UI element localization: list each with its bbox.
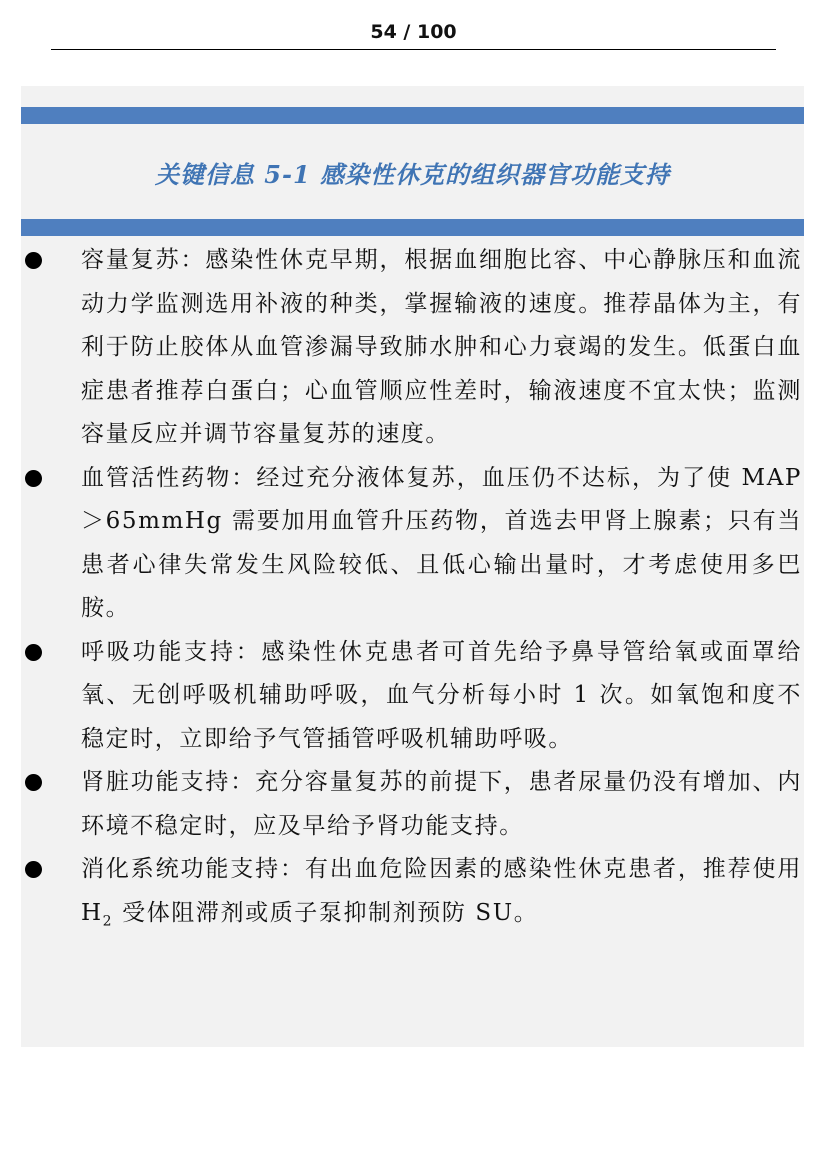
- bullet-list: [21, 239, 804, 935]
- key-info-box: [21, 86, 804, 1047]
- bullet-dot-icon: [25, 861, 42, 878]
- box-title: 关键信息 5-1 感染性休克的组织器官功能支持: [154, 160, 671, 189]
- subscript-2: 2: [102, 913, 114, 930]
- title-bar-bottom: [21, 219, 804, 236]
- bullet-item-volume-resuscitation: [21, 239, 804, 457]
- bullet-dot-icon: [25, 644, 42, 661]
- bullet-item-respiratory-support: [21, 631, 804, 762]
- bullet-item-renal-support: [21, 761, 804, 848]
- bullet-text: 血管活性药物：经过充分液体复苏，血压仍不达标，为了使 MAP＞65mmHg 需要加用血管升压药物，首选去甲肾上腺素；只有当患者心律失常发生风险较低、且低心输出量时，才考虑使用多巴胺。: [81, 464, 802, 621]
- bullet-text-after: 受体阻滞剂或质子泵抑制剂预防 SU。: [113, 899, 539, 926]
- bullet-dot-icon: [25, 252, 42, 269]
- bullet-dot-icon: [25, 774, 42, 791]
- bullet-item-digestive-support: [21, 848, 804, 935]
- page-number: 54 / 100: [370, 21, 457, 43]
- bullet-text: [81, 848, 802, 935]
- bullet-text: 肾脏功能支持：充分容量复苏的前提下，患者尿量仍没有增加、内环境不稳定时，应及早给予肾功能支持。: [81, 769, 802, 839]
- bullet-text: 容量复苏：感染性休克早期，根据血细胞比容、中心静脉压和血流动力学监测选用补液的种类，掌握输液的速度。推荐晶体为主，有利于防止胶体从血管渗漏导致肺水肿和心力衰竭的发生。低蛋白血症患者推荐白蛋白；心血管顺应性差时，输液速度不宜太快；监测容量反应并调节容量复苏的速度。: [81, 247, 802, 447]
- bullet-dot-icon: [25, 470, 42, 487]
- bullet-text-before: 消化系统功能支持：有出血危险因素的感染性休克患者，推荐使用 H: [81, 856, 802, 926]
- bullet-item-vasoactive-drugs: [21, 457, 804, 631]
- bullet-text: 呼吸功能支持：感染性休克患者可首先给予鼻导管给氧或面罩给氧、无创呼吸机辅助呼吸，血气分析每小时 1 次。如氧饱和度不稳定时，立即给予气管插管呼吸机辅助呼吸。: [81, 638, 802, 752]
- page-header: [51, 18, 776, 50]
- title-bar-top: [21, 107, 804, 124]
